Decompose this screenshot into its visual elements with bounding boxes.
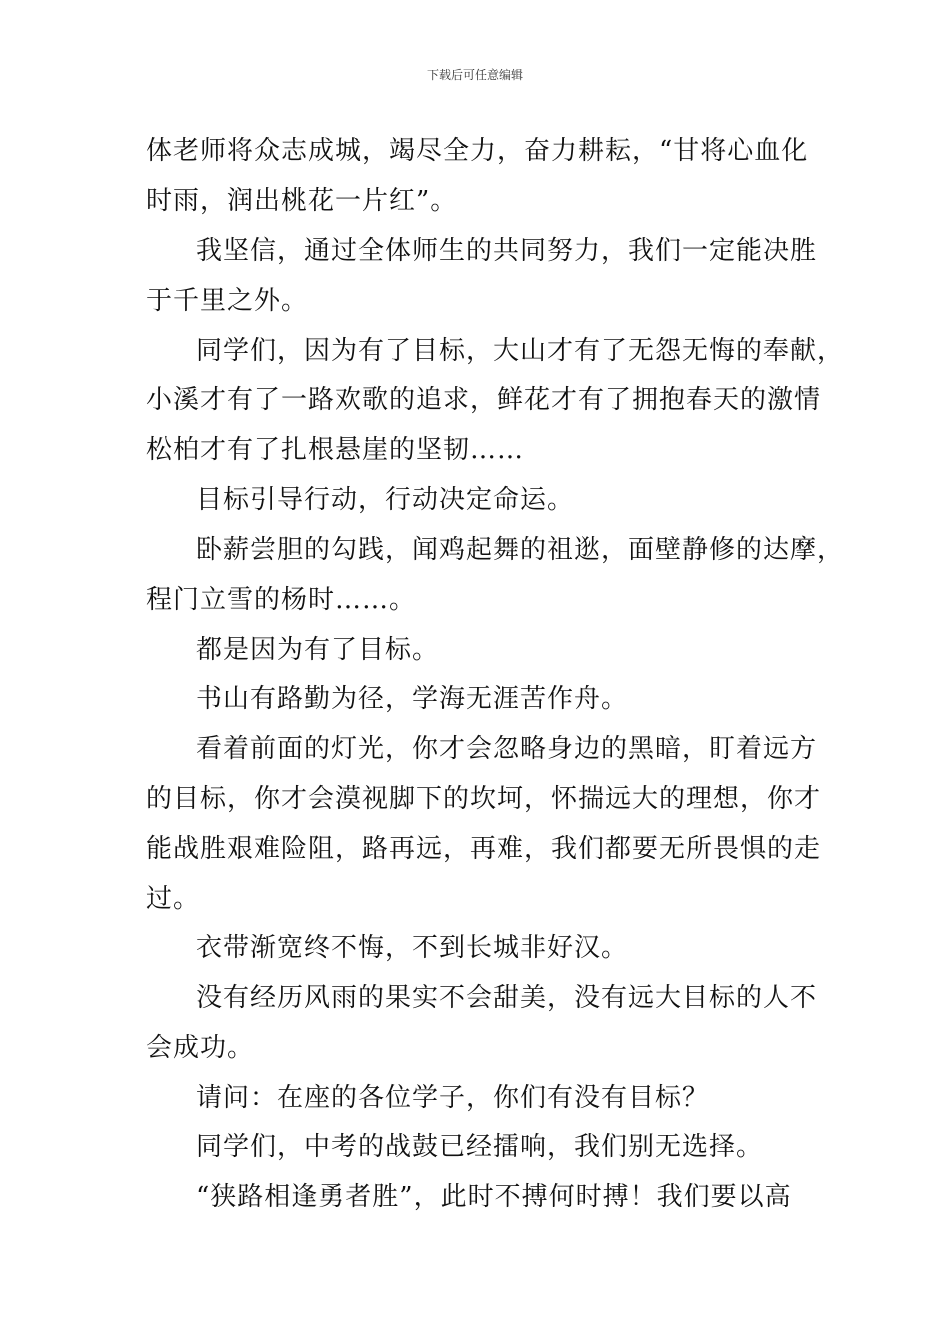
text-line: 同学们，中考的战鼓已经擂响，我们别无选择。	[196, 1132, 764, 1162]
text-line: 卧薪尝胆的勾践，闻鸡起舞的祖逖，面壁静修的达摩，	[196, 535, 845, 565]
text-line: 看着前面的灯光，你才会忽略身边的黑暗，盯着远方	[196, 734, 818, 764]
text-line: 程门立雪的杨时……。	[146, 585, 417, 615]
text-line: 体老师将众志成城，竭尽全力，奋力耕耘，“甘将心血化	[146, 136, 809, 166]
text-line: 目标引导行动，行动决定命运。	[196, 485, 575, 515]
text-line: 书山有路勤为径，学海无涯苦作舟。	[196, 684, 629, 714]
text-line: 松柏才有了扎根悬崖的坚韧……	[146, 435, 525, 465]
text-line: 于千里之外。	[146, 286, 309, 316]
text-line: 的目标，你才会漠视脚下的坎坷，怀揣远大的理想，你才	[146, 784, 822, 814]
page-header: 下载后可任意编辑	[426, 68, 523, 82]
text-line: 过。	[146, 884, 201, 914]
text-line: 能战胜艰难险阻，路再远，再难，我们都要无所畏惧的走	[146, 834, 822, 864]
text-line: 小溪才有了一路欢歌的追求，鲜花才有了拥抱春天的激情	[146, 385, 822, 415]
text-line: 时雨，润出桃花一片红”。	[146, 186, 458, 216]
text-line: 会成功。	[146, 1033, 255, 1063]
text-line: “狭路相逢勇者胜”，此时不搏何时搏！我们要以高	[196, 1182, 792, 1212]
text-line: 同学们，因为有了目标，大山才有了无怨无悔的奉献，	[196, 336, 845, 366]
text-line: 没有经历风雨的果实不会甜美，没有远大目标的人不	[196, 983, 818, 1013]
text-line: 都是因为有了目标。	[196, 635, 440, 665]
text-line: 衣带渐宽终不悔，不到长城非好汉。	[196, 933, 629, 963]
text-line: 我坚信，通过全体师生的共同努力，我们一定能决胜	[196, 236, 818, 266]
text-line: 请问：在座的各位学子，你们有没有目标？	[196, 1083, 710, 1113]
